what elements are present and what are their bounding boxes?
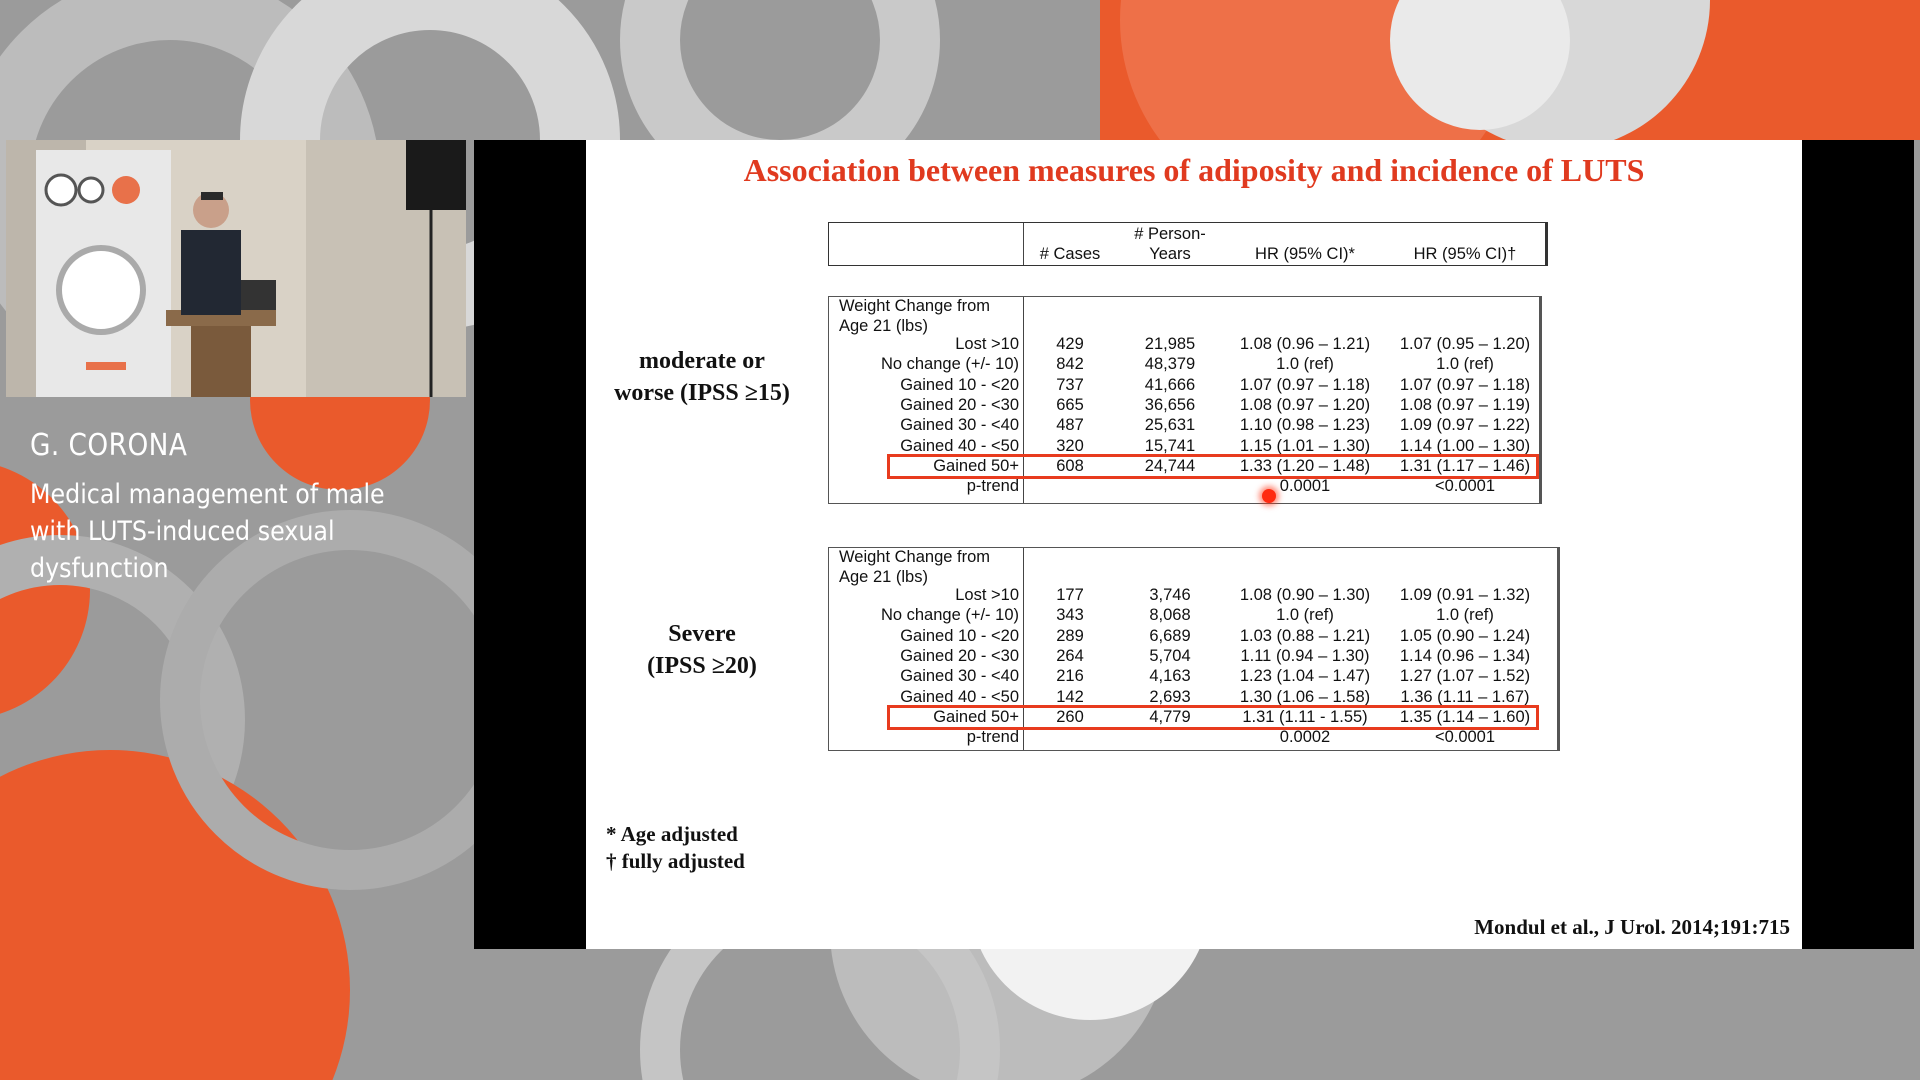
cell-cases: 665 [1056, 395, 1084, 414]
cell-hr1: 1.03 (0.88 – 1.21) [1239, 626, 1371, 645]
cell-hr2: 1.31 (1.17 – 1.46) [1399, 456, 1531, 475]
talk-title: Medical management of male with LUTS-induced sexual dysfunction [30, 479, 385, 584]
cell-cases: 264 [1056, 646, 1084, 665]
cell-hr2: 1.14 (0.96 – 1.34) [1399, 646, 1531, 665]
cell-hr2: 1.05 (0.90 – 1.24) [1399, 626, 1531, 645]
cell-hr1: 1.11 (0.94 – 1.30) [1240, 646, 1370, 665]
header-cases: # Cases [1039, 245, 1101, 263]
panel-moderate-table [828, 296, 1542, 504]
cell-hr1: 1.31 (1.11 - 1.55) [1242, 707, 1368, 726]
cell-hr1: 1.23 (1.04 – 1.47) [1239, 667, 1371, 686]
cell-label: Gained 30 - <40 [900, 416, 1019, 435]
cell-cases: 142 [1056, 687, 1084, 706]
speaker-video-image [6, 140, 466, 397]
cell-py: 8,068 [1149, 606, 1191, 625]
group-label-line-2: (IPSS ≥20) [647, 653, 757, 679]
cell-label: p-trend [966, 728, 1019, 747]
section-label-1: Weight Change from [839, 297, 991, 315]
cell-cases: 608 [1056, 456, 1084, 475]
panel-2-group-label [586, 618, 818, 682]
speaker-video-feed [6, 140, 466, 397]
table-header [828, 222, 1548, 266]
cell-hr1: 1.10 (0.98 – 1.23) [1239, 416, 1371, 435]
cell-py: 24,744 [1144, 456, 1196, 475]
cell-cases: 429 [1056, 335, 1084, 353]
cell-label: Gained 10 - <20 [900, 375, 1019, 394]
header-person-years-2: Years [1149, 245, 1191, 263]
highlight-box [887, 454, 1539, 479]
slide-frame [474, 140, 1914, 949]
cell-label: Lost >10 [955, 335, 1019, 353]
footnote-age-adjusted: * Age adjusted [606, 822, 738, 846]
cell-hr1: 0.0001 [1279, 477, 1331, 496]
footnote-fully-adjusted: † fully adjusted [606, 849, 745, 873]
group-label-line-1: Severe [668, 621, 736, 647]
highlight-box [887, 705, 1539, 730]
cell-hr2: 1.09 (0.91 – 1.32) [1399, 586, 1531, 604]
cell-py: 48,379 [1144, 355, 1196, 374]
section-label-1: Weight Change from [839, 548, 991, 566]
header-hr-full: HR (95% CI)† [1413, 245, 1517, 263]
cell-label: Gained 30 - <40 [900, 667, 1019, 686]
cell-hr1: 1.08 (0.90 – 1.30) [1239, 586, 1371, 604]
cell-hr1: 1.15 (1.01 – 1.30) [1239, 436, 1371, 455]
header-person-years-1: # Person- [1134, 225, 1206, 243]
cell-py: 2,693 [1149, 687, 1191, 706]
cell-hr2: 1.0 (ref) [1436, 606, 1494, 625]
cell-hr2: 1.35 (1.14 – 1.60) [1399, 707, 1531, 726]
cell-label: No change (+/- 10) [880, 606, 1019, 625]
cell-hr2: 1.27 (1.07 – 1.52) [1399, 667, 1531, 686]
cell-label: Lost >10 [955, 586, 1019, 604]
citation: Mondul et al., J Urol. 2014;191:715 [1474, 915, 1790, 939]
slide-title: Association between measures of adiposity and incidence of LUTS [743, 152, 1645, 188]
cell-py: 6,689 [1149, 626, 1191, 645]
cell-hr1: 1.0 (ref) [1276, 355, 1334, 374]
cell-cases: 842 [1056, 355, 1084, 374]
header-hr-age: HR (95% CI)* [1255, 245, 1355, 263]
cell-py: 36,656 [1144, 395, 1196, 414]
cell-label: Gained 50+ [933, 456, 1019, 475]
laser-pointer [1262, 489, 1276, 503]
cell-py: 3,746 [1149, 586, 1191, 604]
cell-py: 21,985 [1144, 335, 1196, 353]
cell-hr1: 1.07 (0.97 – 1.18) [1239, 375, 1371, 394]
cell-hr2: <0.0001 [1434, 477, 1496, 496]
cell-cases: 260 [1056, 707, 1084, 726]
cell-py: 4,163 [1149, 667, 1191, 686]
cell-hr1: 1.08 (0.96 – 1.21) [1239, 335, 1371, 353]
cell-label: Gained 40 - <50 [900, 687, 1019, 706]
cell-hr1: 0.0002 [1279, 728, 1331, 747]
group-label-line-1: moderate or [639, 348, 765, 374]
section-label-2: Age 21 (lbs) [839, 568, 928, 586]
cell-label: Gained 20 - <30 [900, 395, 1019, 414]
cell-py: 15,741 [1144, 436, 1196, 455]
cell-label: No change (+/- 10) [880, 355, 1019, 374]
cell-label: Gained 10 - <20 [900, 626, 1019, 645]
cell-py: 41,666 [1144, 375, 1196, 394]
cell-hr1: 1.0 (ref) [1276, 606, 1334, 625]
cell-hr2: 1.0 (ref) [1436, 355, 1494, 374]
cell-label: p-trend [966, 477, 1019, 496]
cell-hr1: 1.33 (1.20 – 1.48) [1239, 456, 1371, 475]
presentation-slide [586, 140, 1802, 949]
cell-cases: 216 [1056, 667, 1084, 686]
cell-hr1: 1.08 (0.97 – 1.20) [1239, 395, 1371, 414]
cell-label: Gained 20 - <30 [900, 646, 1019, 665]
cell-cases: 320 [1056, 436, 1084, 455]
speaker-name: G. CORONA [30, 428, 188, 463]
cell-hr2: 1.14 (1.00 – 1.30) [1399, 436, 1531, 455]
cell-label: Gained 40 - <50 [900, 436, 1019, 455]
cell-hr2: 1.36 (1.11 – 1.67) [1400, 687, 1530, 706]
cell-hr2: 1.08 (0.97 – 1.19) [1399, 395, 1531, 414]
cell-cases: 343 [1056, 606, 1084, 625]
cell-cases: 289 [1056, 626, 1084, 645]
cell-py: 5,704 [1149, 646, 1191, 665]
panel-1-group-label [586, 345, 818, 409]
cell-hr1: 1.30 (1.06 – 1.58) [1239, 687, 1371, 706]
cell-hr2: 1.07 (0.97 – 1.18) [1399, 375, 1531, 394]
cell-hr2: 1.07 (0.95 – 1.20) [1399, 335, 1531, 353]
section-label-2: Age 21 (lbs) [839, 317, 928, 335]
panel-severe-table [828, 547, 1560, 751]
cell-cases: 177 [1056, 586, 1084, 604]
cell-label: Gained 50+ [933, 707, 1019, 726]
group-label-line-2: worse (IPSS ≥15) [614, 380, 790, 406]
cell-hr2: <0.0001 [1434, 728, 1496, 747]
cell-py: 25,631 [1144, 416, 1196, 435]
cell-py: 4,779 [1149, 707, 1191, 726]
cell-hr2: 1.09 (0.97 – 1.22) [1399, 416, 1531, 435]
cell-cases: 487 [1056, 416, 1084, 435]
cell-cases: 737 [1056, 375, 1084, 394]
